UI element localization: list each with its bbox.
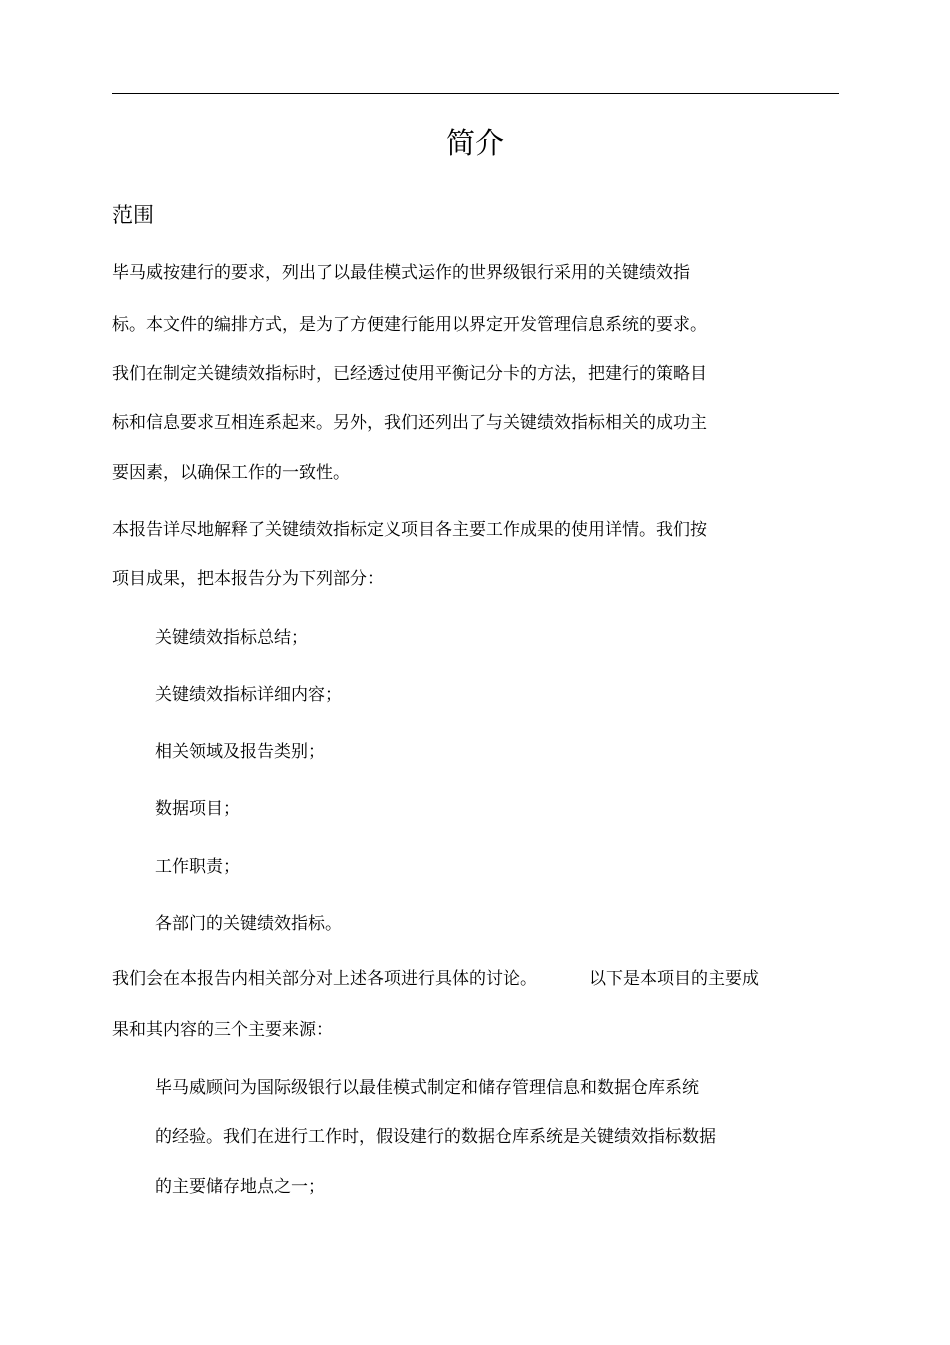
paragraph-line: 标和信息要求互相连系起来。另外，我们还列出了与关键绩效指标相关的成功主 xyxy=(112,413,707,433)
list-item: 相关领域及报告类别； xyxy=(155,742,325,762)
paragraph-line: 本报告详尽地解释了关键绩效指标定义项目各主要工作成果的使用详情。我们按 xyxy=(112,520,707,540)
paragraph-text: 我们会在本报告内相关部分对上述各项进行具体的讨论。 xyxy=(112,969,537,989)
list-item: 工作职责； xyxy=(155,857,240,877)
source-item-line: 的主要储存地点之一； xyxy=(155,1177,325,1197)
paragraph-line: 标。本文件的编排方式，是为了方便建行能用以界定开发管理信息系统的要求。 xyxy=(112,315,707,335)
list-item: 各部门的关键绩效指标。 xyxy=(155,914,342,934)
paragraph-line: 我们在制定关键绩效指标时，已经透过使用平衡记分卡的方法，把建行的策略目 xyxy=(112,364,707,384)
source-item-line: 的经验。我们在进行工作时，假设建行的数据仓库系统是关键绩效指标数据 xyxy=(155,1127,716,1147)
section-heading-scope: 范围 xyxy=(112,203,154,227)
paragraph-text: 以下是本项目的主要成 xyxy=(589,969,759,989)
header-rule xyxy=(112,93,839,94)
paragraph-line: 毕马威按建行的要求，列出了以最佳模式运作的世界级银行采用的关键绩效指 xyxy=(112,263,690,283)
list-item: 关键绩效指标总结； xyxy=(155,628,308,648)
paragraph-line: 要因素，以确保工作的一致性。 xyxy=(112,463,350,483)
list-item: 关键绩效指标详细内容； xyxy=(155,685,342,705)
paragraph-line: 项目成果，把本报告分为下列部分： xyxy=(112,569,384,589)
source-item-line: 毕马威顾问为国际级银行以最佳模式制定和储存管理信息和数据仓库系统 xyxy=(155,1078,699,1098)
paragraph-line xyxy=(112,967,759,991)
list-item: 数据项目； xyxy=(155,799,240,819)
paragraph-line: 果和其内容的三个主要来源： xyxy=(112,1020,333,1040)
page-title: 简介 xyxy=(445,126,504,160)
